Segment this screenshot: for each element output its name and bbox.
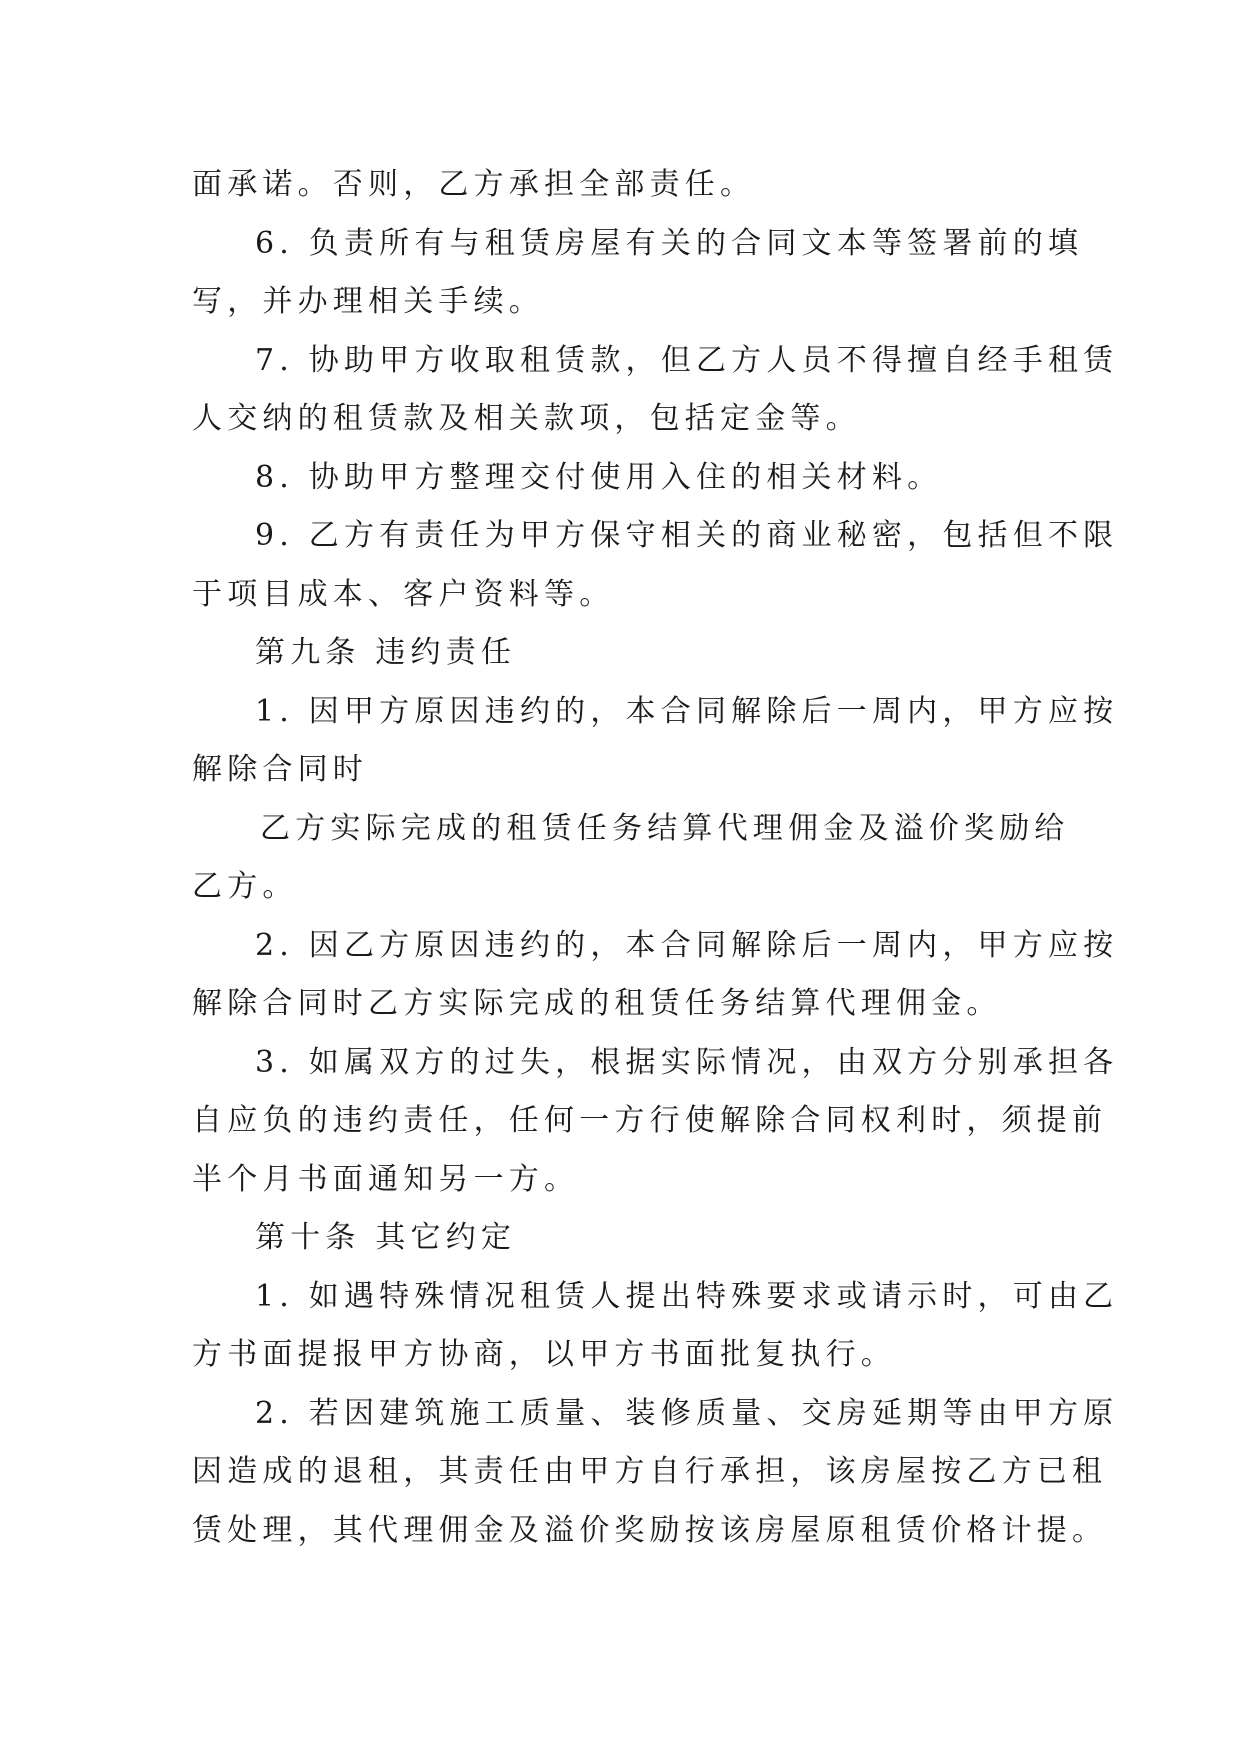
text-line: 乙方实际完成的租赁任务结算代理佣金及溢价奖励给: [260, 810, 1070, 846]
section-heading: 第十条 其它约定: [255, 1220, 517, 1255]
text-line: 解除合同时: [192, 752, 368, 787]
text-line: 1. 如遇特殊情况租赁人提出特殊要求或请示时，可由乙: [255, 1278, 1119, 1314]
text-line: 因造成的退租，其责任由甲方自行承担，该房屋按乙方已租: [192, 1454, 1108, 1489]
text-line: 2. 若因建筑施工质量、装修质量、交房延期等由甲方原: [255, 1395, 1119, 1431]
text-line: 3. 如属双方的过失，根据实际情况，由双方分别承担各: [255, 1044, 1119, 1080]
text-line: 于项目成本、客户资料等。: [192, 576, 615, 612]
text-line: 6. 负责所有与租赁房屋有关的合同文本等签署前的填: [255, 225, 1084, 261]
text-line: 方书面提报甲方协商，以甲方书面批复执行。: [192, 1337, 896, 1372]
text-line: 面承诺。否则，乙方承担全部责任。: [192, 167, 756, 202]
text-line: 9. 乙方有责任为甲方保守相关的商业秘密，包括但不限: [255, 518, 1119, 553]
text-line: 半个月书面通知另一方。: [192, 1161, 580, 1197]
document-body: [192, 156, 1119, 1560]
text-line: 自应负的违约责任，任何一方行使解除合同权利时，须提前: [192, 1103, 1108, 1138]
text-line: 解除合同时乙方实际完成的租赁任务结算代理佣金。: [192, 986, 1002, 1021]
text-line: 写，并办理相关手续。: [192, 284, 544, 319]
text-line: 2. 因乙方原因违约的，本合同解除后一周内，甲方应按: [255, 927, 1119, 963]
text-line: 8. 协助甲方整理交付使用入住的相关材料。: [255, 459, 943, 495]
text-line: 人交纳的租赁款及相关款项，包括定金等。: [192, 401, 861, 436]
text-line: 7. 协助甲方收取租赁款，但乙方人员不得擅自经手租赁: [255, 342, 1119, 378]
text-line: 乙方。: [192, 869, 298, 904]
text-line: 1. 因甲方原因违约的，本合同解除后一周内，甲方应按: [255, 693, 1119, 729]
text-line: 赁处理，其代理佣金及溢价奖励按该房屋原租赁价格计提。: [192, 1512, 1108, 1548]
section-heading: 第九条 违约责任: [255, 635, 517, 670]
